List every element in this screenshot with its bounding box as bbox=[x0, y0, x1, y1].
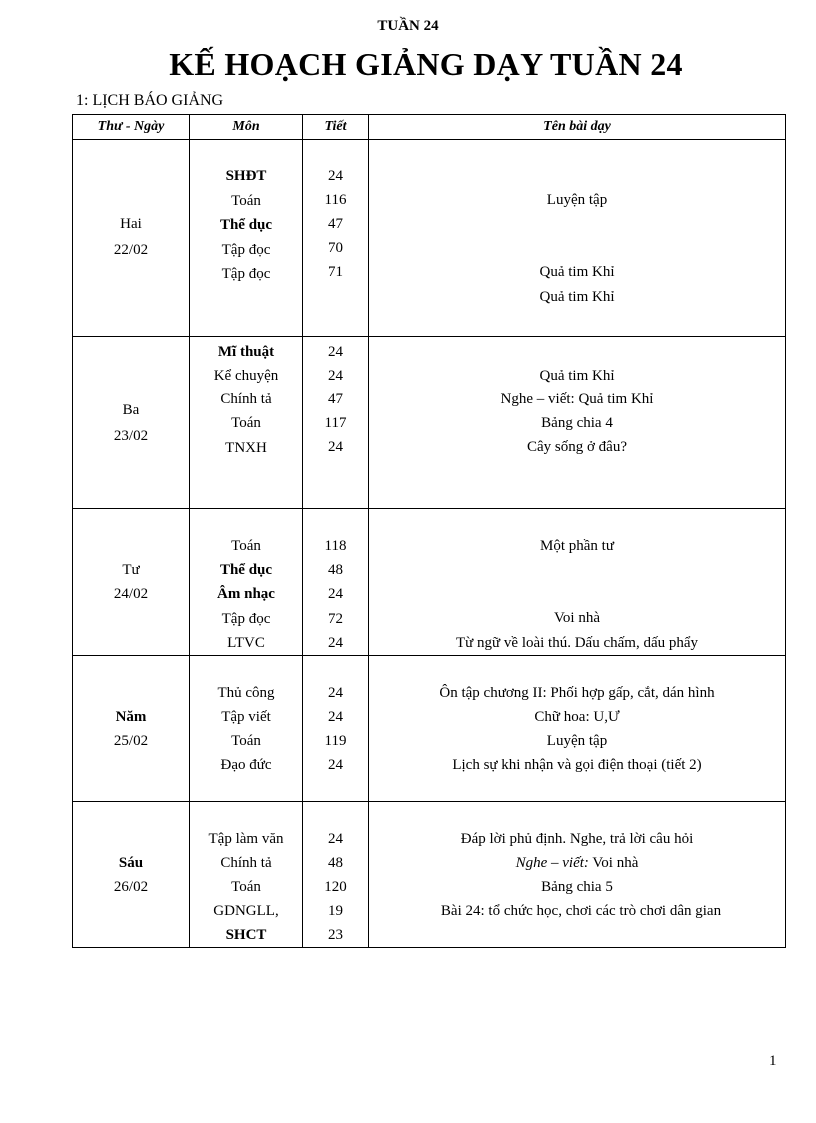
lesson-cell bbox=[369, 509, 786, 656]
lesson: Quả tim Khỉ bbox=[539, 264, 615, 280]
subject: Tập đọc bbox=[221, 242, 271, 258]
lesson-prefix: Nghe – viết: bbox=[515, 855, 589, 871]
lesson: Quả tim Khỉ bbox=[539, 368, 615, 384]
day-date: 22/02 bbox=[113, 242, 149, 258]
lesson-cell bbox=[369, 337, 786, 509]
subject: Âm nhạc bbox=[217, 586, 275, 602]
subject: Mĩ thuật bbox=[217, 344, 275, 360]
period: 24 bbox=[328, 709, 343, 725]
subject-cell bbox=[190, 337, 303, 509]
period: 72 bbox=[328, 611, 343, 627]
period: 24 bbox=[328, 757, 343, 773]
table-row bbox=[73, 337, 786, 509]
subject-cell bbox=[190, 509, 303, 656]
table-row bbox=[73, 656, 786, 802]
period: 116 bbox=[324, 192, 347, 208]
period: 24 bbox=[328, 685, 343, 701]
subject: Thể dục bbox=[219, 217, 273, 233]
period: 48 bbox=[328, 562, 343, 578]
schedule-table bbox=[72, 114, 786, 948]
subject: TNXH bbox=[225, 440, 267, 456]
day-name: Năm bbox=[115, 709, 147, 725]
subject: Tập làm văn bbox=[208, 831, 284, 847]
period: 24 bbox=[328, 344, 343, 360]
page-number: 1 bbox=[769, 1053, 777, 1069]
lesson-suffix: Voi nhà bbox=[592, 855, 639, 871]
period: 47 bbox=[328, 391, 343, 407]
table-row bbox=[73, 509, 786, 656]
lesson: Luyện tập bbox=[546, 192, 608, 208]
lesson: Voi nhà bbox=[554, 610, 600, 626]
period: 24 bbox=[328, 168, 343, 184]
lesson: Ôn tập chương II: Phối hợp gấp, cắt, dán hình bbox=[439, 685, 715, 701]
subject: Toán bbox=[231, 879, 261, 895]
subject: SHCT bbox=[225, 927, 267, 943]
lesson: Đáp lời phủ định. Nghe, trả lời câu hỏi bbox=[460, 831, 694, 847]
period: 71 bbox=[328, 264, 343, 280]
week-label: TUẦN 24 bbox=[377, 18, 439, 34]
day-cell bbox=[73, 337, 190, 509]
subject: Chính tả bbox=[220, 391, 272, 407]
day-cell bbox=[73, 656, 190, 802]
lesson: Cây sống ở đâu? bbox=[527, 439, 627, 455]
subject: Tập viết bbox=[221, 709, 271, 725]
subject-cell bbox=[190, 802, 303, 948]
column-header-period: Tiết bbox=[303, 115, 369, 140]
period: 47 bbox=[328, 216, 343, 232]
lesson bbox=[369, 853, 785, 873]
period: 24 bbox=[328, 368, 343, 384]
day-date: 23/02 bbox=[113, 428, 149, 444]
period: 24 bbox=[328, 586, 343, 602]
period-cell bbox=[303, 509, 369, 656]
column-header-lesson: Tên bài dạy bbox=[369, 115, 786, 140]
subject: Tập đọc bbox=[221, 611, 271, 627]
day-date: 24/02 bbox=[113, 586, 149, 602]
lesson: Bài 24: tổ chức học, chơi các trò chơi dân gian bbox=[440, 903, 722, 919]
subject: Chính tả bbox=[220, 855, 272, 871]
subject: SHĐT bbox=[225, 168, 267, 184]
lesson: Chữ hoa: U,Ư bbox=[534, 709, 620, 725]
subject: Kể chuyện bbox=[213, 368, 279, 384]
period: 24 bbox=[328, 831, 343, 847]
period-cell bbox=[303, 337, 369, 509]
lesson: Lịch sự khi nhận và gọi điện thoại (tiết 2) bbox=[452, 757, 702, 773]
lesson: Nghe – viết: Quả tim Khỉ bbox=[500, 391, 654, 407]
lesson: Bảng chia 5 bbox=[541, 879, 613, 895]
lesson-cell bbox=[369, 140, 786, 337]
period: 24 bbox=[328, 439, 343, 455]
table-row bbox=[73, 802, 786, 948]
day-name: Tư bbox=[122, 562, 140, 578]
subject: Thể dục bbox=[219, 562, 273, 578]
subject-cell bbox=[190, 656, 303, 802]
lesson-cell bbox=[369, 656, 786, 802]
lesson-cell bbox=[369, 802, 786, 948]
day-name: Hai bbox=[120, 216, 142, 232]
subject: Toán bbox=[231, 415, 261, 431]
table-row bbox=[73, 140, 786, 337]
lesson: Quả tim Khỉ bbox=[539, 289, 615, 305]
day-cell bbox=[73, 509, 190, 656]
subject: GDNGLL, bbox=[213, 903, 279, 919]
table-header-row bbox=[73, 115, 786, 140]
period: 119 bbox=[324, 733, 347, 749]
day-date: 26/02 bbox=[113, 879, 149, 895]
day-cell bbox=[73, 802, 190, 948]
day-cell bbox=[73, 140, 190, 337]
period: 117 bbox=[324, 415, 347, 431]
subject: Toán bbox=[231, 733, 261, 749]
subject: LTVC bbox=[227, 635, 265, 651]
page-title: KẾ HOẠCH GIẢNG DẠY TUẦN 24 bbox=[169, 46, 683, 82]
lesson: Bảng chia 4 bbox=[541, 415, 613, 431]
subject: Đạo đức bbox=[220, 757, 272, 773]
period-cell bbox=[303, 802, 369, 948]
period: 48 bbox=[328, 855, 343, 871]
lesson: Một phần tư bbox=[540, 538, 614, 554]
day-name: Ba bbox=[122, 402, 140, 418]
period: 24 bbox=[328, 635, 343, 651]
period: 19 bbox=[328, 903, 343, 919]
section-heading: 1: LỊCH BÁO GIẢNG bbox=[76, 92, 224, 109]
subject: Thủ công bbox=[217, 685, 275, 701]
day-date: 25/02 bbox=[113, 733, 149, 749]
subject: Tập đọc bbox=[221, 266, 271, 282]
subject-cell bbox=[190, 140, 303, 337]
period: 120 bbox=[324, 879, 347, 895]
column-header-day: Thư - Ngày bbox=[73, 115, 190, 140]
period-cell bbox=[303, 140, 369, 337]
period: 118 bbox=[324, 538, 347, 554]
lesson: Luyện tập bbox=[546, 733, 608, 749]
subject: Toán bbox=[231, 538, 261, 554]
period-cell bbox=[303, 656, 369, 802]
day-name: Sáu bbox=[118, 855, 144, 871]
period: 23 bbox=[328, 927, 343, 943]
lesson: Từ ngữ về loài thú. Dấu chấm, dấu phẩy bbox=[455, 635, 699, 651]
subject: Toán bbox=[231, 193, 261, 209]
column-header-subject: Môn bbox=[190, 115, 303, 140]
period: 70 bbox=[328, 240, 343, 256]
